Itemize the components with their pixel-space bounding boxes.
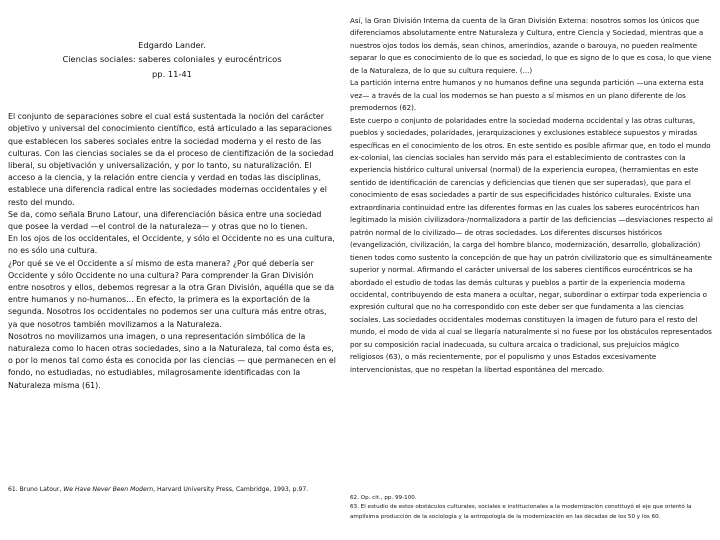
footnote-63: 63. El estudio de estos obstáculos culturales, sociales e institucionales a la modernización constituyó el eje que orientó la amplísima producción de la sociología y la antropología de la modernización en las décadas de los 50 y los 60. (350, 504, 692, 520)
body-paragraph: Este cuerpo o conjunto de polaridades entre la sociedad moderna occidental y las otras culturas, pueblos y sociedades, polaridades, jerarquizaciones y exclusiones establece supuestos y miradas específicas en el conocimiento de los otros. En este sentido es posible afirmar que, en todo el mundo ex-colonial, las ciencias sociales han servido más para el establecimiento de contrastes con la experiencia histórico cultural universal (normal) de la experiencia europea, (herramientas en este sentido de identificación de carencias y deficiencias que tienen que ser superadas), que para el conocimiento de esas sociedades a partir de sus especificidades histórico culturales. Existe una extraordinaria continuidad entre las diferentes formas en las cuales los saberes eurocéntricos han legitimado la misión civilizadora-/normalizadora a partir de las deficiencias —desviaciones respecto al patrón normal de lo civilizado— de otras sociedades. Los diferentes discursos históricos (evangelización, civilización, la carga del hombre blanco, modernización, desarrollo, globalización) tienen todos como sustento la concepción de que hay un patrón civilizatorio que es simultáneamente superior y normal. Afirmando el carácter universal de los saberes científicos eurocéntricos se ha abordado el estudio de todas las demás culturas y pueblos a partir de la experiencia moderna occidental, contribuyendo de esta manera a ocultar, negar, subordinar o extirpar toda experiencia o expresión cultural que no ha correspondido con este deber ser que fundamenta a las ciencias sociales. Las sociedades occidentales modernas constituyen la imagen de futuro para el resto del mundo, el modo de vida al cual se llegaría naturalmente si no fuese por los obstáculos representados por su composición racial inadecuada, su cultura arcaica o tradicional, sus prejuicios mágico religiosos (63), o más recientemente, por el populismo y unos Estados excesivamente intervencionistas, que no respetan la libertad espontánea del mercado. (350, 115, 713, 374)
body-paragraph: ¿Por qué se ve el Occidente a sí mismo de esta manera? ¿Por qué debería ser Occidente y sólo Occidente no una cultura? Para comprender la Gran División entre nosotros y ellos, debemos regresar a la otra Gran División, aquélla que se da entre humanos y no-humanos... En efecto, la primera es la exportación de la segunda. Nosotros los occidentales no podemos ser una cultura más entre otras, ya que nosotros también movilizamos a la Naturaleza. (8, 258, 335, 329)
body-paragraph: En los ojos de los occidentales, el Occidente, y sólo el Occidente no es una cultura, no es sólo una cultura. (8, 234, 335, 256)
body-paragraph: Así, la Gran División Interna da cuenta de la Gran División Externa: nosotros somos los únicos que diferenciamos absolutamente entre Naturaleza y Cultura, entre Ciencia y Sociedad, mientras que a nuestros ojos todos los demás, sean chinos, amerindios, azande o barouya, no pueden realmente separar lo que es conocimiento de lo que es sociedad, lo que es signo de lo que es cosa, lo que viene de la Naturaleza, de lo que su cultura requiere. (...) (350, 16, 712, 75)
footnote-61 (8, 484, 336, 496)
page-range: pp. 11-41 (152, 68, 192, 79)
footnote-text: , Harvard University Press, Cambridge, 1993, p.97. (153, 486, 309, 493)
body-paragraph: Nosotros no movilizamos una imagen, o una representación simbólica de la naturaleza como lo hacen otras sociedades, sino a la Naturaleza, tal como ésta es, o por lo menos tal como ésta es conocida por las ciencias — que permanecen en el fondo, no estudiadas, no estudiables, milagrosamente identificadas con la Naturaleza misma (61). (8, 331, 336, 390)
author-name: Edgardo Lander. (138, 40, 206, 50)
footnote-text: 61. Bruno Latour, (8, 486, 64, 493)
body-paragraph: El conjunto de separaciones sobre el cual está sustentada la noción del carácter objetivo y universal del conocimiento científico, está articulado a las separaciones que establecen los saberes sociales entre la sociedad moderna y el resto de las culturas. Con las ciencias sociales se da el proceso de cientifización de la sociedad liberal, su objetivación y universalización, y por lo tanto, su naturalización. El acceso a la ciencia, y la relación entre ciencia y verdad en todas las disciplinas, establece una diferencia radical entre las sociedades modernas occidentales y el resto del mundo. (8, 112, 334, 207)
body-paragraph: La partición interna entre humanos y no humanos define una segunda partición —una externa esta vez— a través de la cual los modernos se han puesto a sí mismos en un plano diferente de los premodernos (62). (350, 78, 704, 113)
footnote-62: 62. Op. cit., pp. 99-100. (350, 495, 417, 501)
work-title: Ciencias sociales: saberes coloniales y eurocéntricos (62, 54, 282, 65)
left-column (8, 38, 336, 392)
body-paragraph: Se da, como señala Bruno Latour, una diferenciación básica entre una sociedad que posee la verdad —el control de la naturaleza— y otras que no lo tienen. (8, 209, 322, 232)
citation-header (8, 38, 336, 81)
footnote-book-title: We Have Never Been Modern (63, 486, 154, 493)
right-column (350, 15, 714, 376)
right-footnotes (350, 494, 714, 522)
